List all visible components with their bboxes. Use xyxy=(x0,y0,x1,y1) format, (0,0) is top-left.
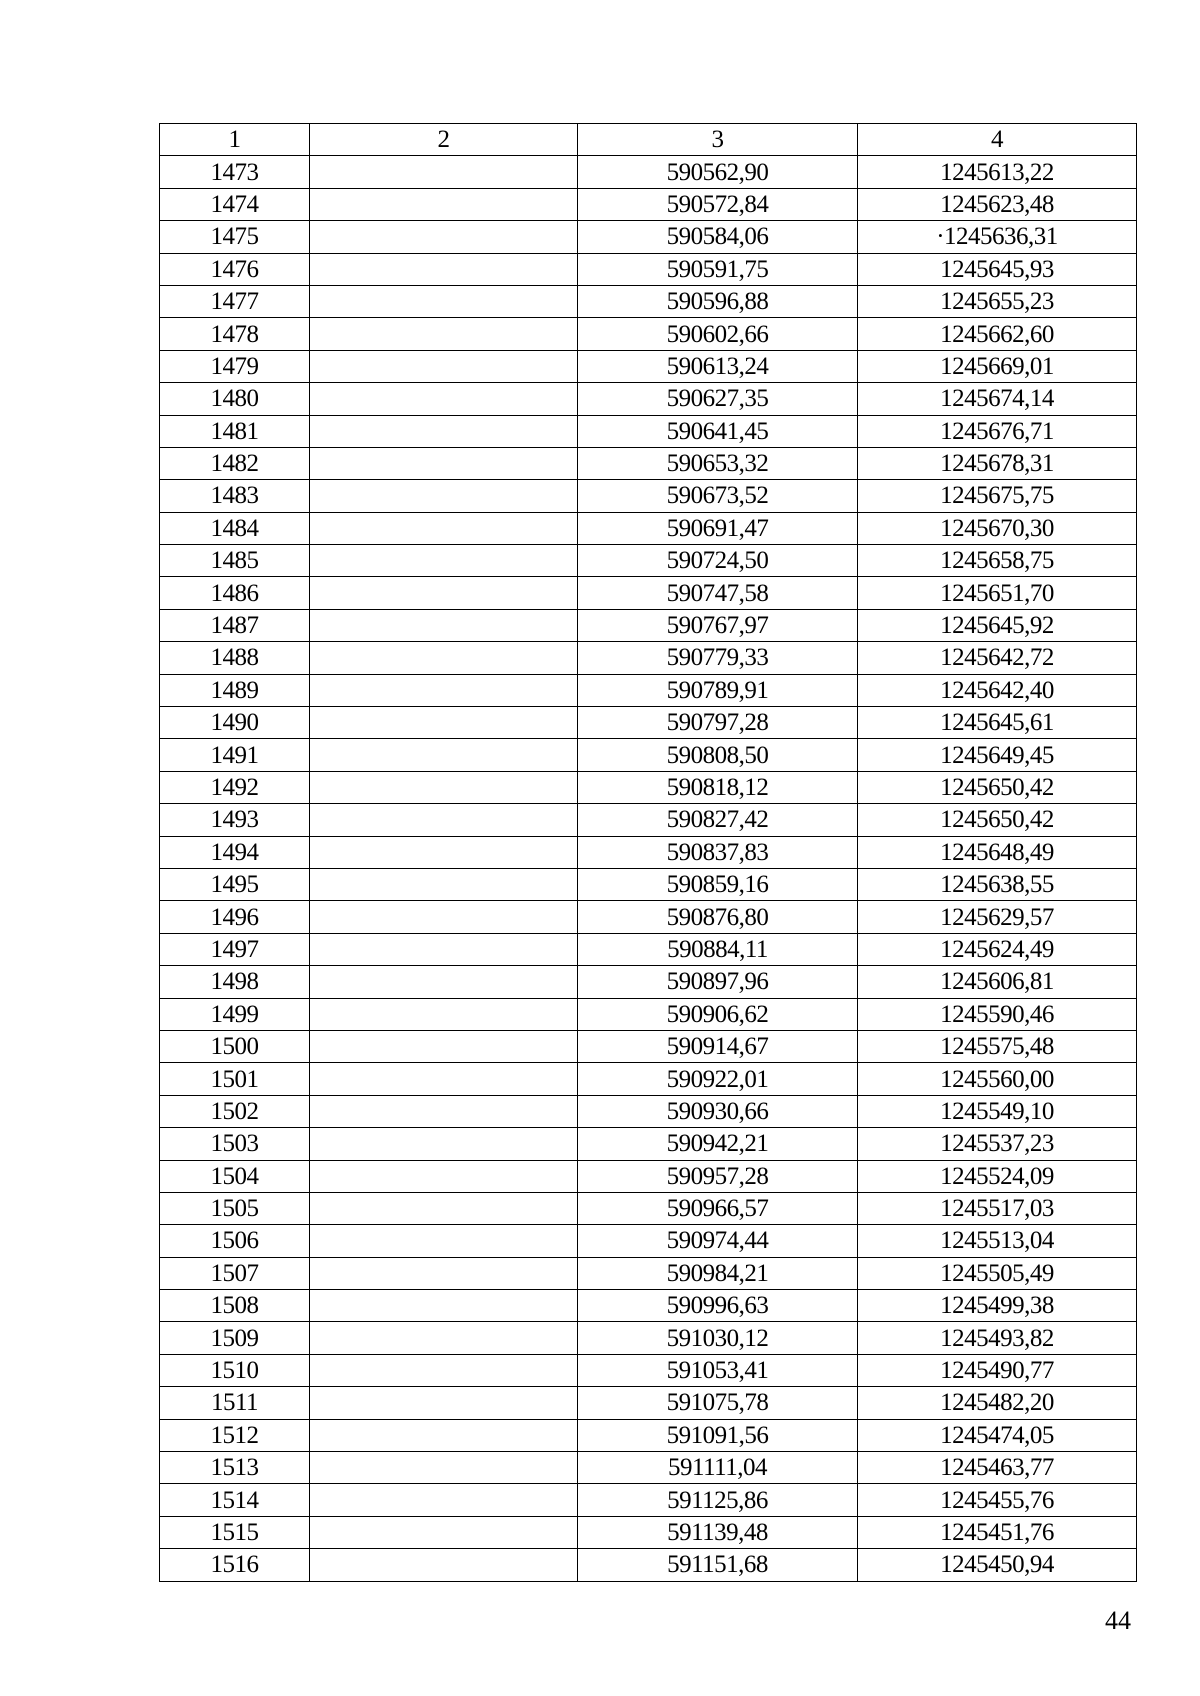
table-row xyxy=(160,868,1137,900)
x-coordinate-cell: 590942,21 xyxy=(578,1128,858,1160)
table-row xyxy=(160,1290,1137,1322)
x-coordinate-cell: 590627,35 xyxy=(578,383,858,415)
point-number-cell: 1475 xyxy=(160,221,310,253)
point-number-cell: 1513 xyxy=(160,1452,310,1484)
y-coordinate-cell: 1245517,03 xyxy=(858,1192,1137,1224)
y-coordinate-cell: 1245669,01 xyxy=(858,350,1137,382)
x-coordinate-cell: 590922,01 xyxy=(578,1063,858,1095)
y-coordinate-cell: 1245499,38 xyxy=(858,1290,1137,1322)
table-row xyxy=(160,1128,1137,1160)
y-coordinate-cell: 1245650,42 xyxy=(858,804,1137,836)
point-number-cell: 1484 xyxy=(160,512,310,544)
point-number-cell: 1507 xyxy=(160,1257,310,1289)
table-row xyxy=(160,156,1137,188)
table-row xyxy=(160,1549,1137,1581)
table-row xyxy=(160,1387,1137,1419)
table-row xyxy=(160,1063,1137,1095)
table-row xyxy=(160,1419,1137,1451)
x-coordinate-cell: 591091,56 xyxy=(578,1419,858,1451)
description-cell xyxy=(310,1354,578,1386)
x-coordinate-cell: 590996,63 xyxy=(578,1290,858,1322)
description-cell xyxy=(310,1095,578,1127)
y-coordinate-cell: 1245455,76 xyxy=(858,1484,1137,1516)
y-coordinate-cell: 1245645,61 xyxy=(858,707,1137,739)
x-coordinate-cell: 591053,41 xyxy=(578,1354,858,1386)
description-cell xyxy=(310,642,578,674)
point-number-cell: 1512 xyxy=(160,1419,310,1451)
x-coordinate-cell: 590562,90 xyxy=(578,156,858,188)
table-row xyxy=(160,836,1137,868)
description-cell xyxy=(310,674,578,706)
description-cell xyxy=(310,1516,578,1548)
point-number-cell: 1492 xyxy=(160,771,310,803)
point-number-cell: 1487 xyxy=(160,609,310,641)
description-cell xyxy=(310,998,578,1030)
y-coordinate-cell: 1245549,10 xyxy=(858,1095,1137,1127)
point-number-cell: 1511 xyxy=(160,1387,310,1419)
y-coordinate-cell: 1245490,77 xyxy=(858,1354,1137,1386)
description-cell xyxy=(310,577,578,609)
table-row xyxy=(160,933,1137,965)
description-cell xyxy=(310,1322,578,1354)
x-coordinate-cell: 590602,66 xyxy=(578,318,858,350)
table-row xyxy=(160,447,1137,479)
y-coordinate-cell: 1245649,45 xyxy=(858,739,1137,771)
x-coordinate-cell: 590974,44 xyxy=(578,1225,858,1257)
table-row xyxy=(160,707,1137,739)
description-cell xyxy=(310,609,578,641)
point-number-cell: 1479 xyxy=(160,350,310,382)
description-cell xyxy=(310,771,578,803)
table-row xyxy=(160,188,1137,220)
table-row xyxy=(160,1484,1137,1516)
table-row xyxy=(160,674,1137,706)
y-coordinate-cell: 1245606,81 xyxy=(858,966,1137,998)
y-coordinate-cell: 1245623,48 xyxy=(858,188,1137,220)
x-coordinate-cell: 590584,06 xyxy=(578,221,858,253)
description-cell xyxy=(310,868,578,900)
y-coordinate-cell: 1245463,77 xyxy=(858,1452,1137,1484)
x-coordinate-cell: 590767,97 xyxy=(578,609,858,641)
y-coordinate-cell: 1245651,70 xyxy=(858,577,1137,609)
description-cell xyxy=(310,350,578,382)
table-row xyxy=(160,415,1137,447)
point-number-cell: 1488 xyxy=(160,642,310,674)
table-row xyxy=(160,1516,1137,1548)
y-coordinate-cell: 1245624,49 xyxy=(858,933,1137,965)
header-cell-4: 4 xyxy=(858,124,1137,156)
description-cell xyxy=(310,836,578,868)
x-coordinate-cell: 590859,16 xyxy=(578,868,858,900)
y-coordinate-cell: 1245642,72 xyxy=(858,642,1137,674)
table-row xyxy=(160,642,1137,674)
table-row xyxy=(160,253,1137,285)
description-cell xyxy=(310,1257,578,1289)
point-number-cell: 1510 xyxy=(160,1354,310,1386)
table-body xyxy=(160,156,1137,1581)
x-coordinate-cell: 590747,58 xyxy=(578,577,858,609)
x-coordinate-cell: 590897,96 xyxy=(578,966,858,998)
table-row xyxy=(160,771,1137,803)
description-cell xyxy=(310,285,578,317)
y-coordinate-cell: 1245675,75 xyxy=(858,480,1137,512)
header-cell-3: 3 xyxy=(578,124,858,156)
description-cell xyxy=(310,1128,578,1160)
coordinates-table xyxy=(159,123,1137,1582)
x-coordinate-cell: 591111,04 xyxy=(578,1452,858,1484)
x-coordinate-cell: 590827,42 xyxy=(578,804,858,836)
description-cell xyxy=(310,415,578,447)
point-number-cell: 1483 xyxy=(160,480,310,512)
point-number-cell: 1500 xyxy=(160,1030,310,1062)
x-coordinate-cell: 590572,84 xyxy=(578,188,858,220)
x-coordinate-cell: 590837,83 xyxy=(578,836,858,868)
description-cell xyxy=(310,318,578,350)
description-cell xyxy=(310,383,578,415)
x-coordinate-cell: 590789,91 xyxy=(578,674,858,706)
description-cell xyxy=(310,221,578,253)
y-coordinate-cell: 1245513,04 xyxy=(858,1225,1137,1257)
description-cell xyxy=(310,1549,578,1581)
x-coordinate-cell: 590818,12 xyxy=(578,771,858,803)
description-cell xyxy=(310,447,578,479)
x-coordinate-cell: 591125,86 xyxy=(578,1484,858,1516)
point-number-cell: 1503 xyxy=(160,1128,310,1160)
description-cell xyxy=(310,1225,578,1257)
table-row xyxy=(160,1160,1137,1192)
description-cell xyxy=(310,1030,578,1062)
description-cell xyxy=(310,804,578,836)
x-coordinate-cell: 591151,68 xyxy=(578,1549,858,1581)
point-number-cell: 1489 xyxy=(160,674,310,706)
x-coordinate-cell: 590691,47 xyxy=(578,512,858,544)
x-coordinate-cell: 590808,50 xyxy=(578,739,858,771)
x-coordinate-cell: 590591,75 xyxy=(578,253,858,285)
header-cell-1: 1 xyxy=(160,124,310,156)
y-coordinate-cell: 1245629,57 xyxy=(858,901,1137,933)
y-coordinate-cell: 1245451,76 xyxy=(858,1516,1137,1548)
x-coordinate-cell: 590957,28 xyxy=(578,1160,858,1192)
x-coordinate-cell: 590876,80 xyxy=(578,901,858,933)
x-coordinate-cell: 591139,48 xyxy=(578,1516,858,1548)
table-row xyxy=(160,221,1137,253)
description-cell xyxy=(310,1192,578,1224)
x-coordinate-cell: 590641,45 xyxy=(578,415,858,447)
y-coordinate-cell: 1245505,49 xyxy=(858,1257,1137,1289)
point-number-cell: 1473 xyxy=(160,156,310,188)
x-coordinate-cell: 590653,32 xyxy=(578,447,858,479)
point-number-cell: 1480 xyxy=(160,383,310,415)
description-cell xyxy=(310,707,578,739)
table-row xyxy=(160,1354,1137,1386)
description-cell xyxy=(310,1160,578,1192)
y-coordinate-cell: 1245678,31 xyxy=(858,447,1137,479)
y-coordinate-cell: 1245575,48 xyxy=(858,1030,1137,1062)
y-coordinate-cell: 1245674,14 xyxy=(858,383,1137,415)
y-coordinate-cell: 1245450,94 xyxy=(858,1549,1137,1581)
point-number-cell: 1491 xyxy=(160,739,310,771)
point-number-cell: 1514 xyxy=(160,1484,310,1516)
y-coordinate-cell: 1245537,23 xyxy=(858,1128,1137,1160)
x-coordinate-cell: 590966,57 xyxy=(578,1192,858,1224)
table-row xyxy=(160,383,1137,415)
table-row xyxy=(160,1095,1137,1127)
x-coordinate-cell: 590914,67 xyxy=(578,1030,858,1062)
point-number-cell: 1485 xyxy=(160,545,310,577)
description-cell xyxy=(310,156,578,188)
description-cell xyxy=(310,188,578,220)
x-coordinate-cell: 590673,52 xyxy=(578,480,858,512)
x-coordinate-cell: 590884,11 xyxy=(578,933,858,965)
description-cell xyxy=(310,1452,578,1484)
table-row xyxy=(160,1452,1137,1484)
description-cell xyxy=(310,253,578,285)
description-cell xyxy=(310,966,578,998)
description-cell xyxy=(310,739,578,771)
x-coordinate-cell: 590724,50 xyxy=(578,545,858,577)
description-cell xyxy=(310,933,578,965)
point-number-cell: 1506 xyxy=(160,1225,310,1257)
header-row xyxy=(160,124,1137,156)
x-coordinate-cell: 590984,21 xyxy=(578,1257,858,1289)
table-row xyxy=(160,1257,1137,1289)
table-row xyxy=(160,350,1137,382)
x-coordinate-cell: 590596,88 xyxy=(578,285,858,317)
y-coordinate-cell: 1245642,40 xyxy=(858,674,1137,706)
x-coordinate-cell: 590779,33 xyxy=(578,642,858,674)
point-number-cell: 1495 xyxy=(160,868,310,900)
description-cell xyxy=(310,1484,578,1516)
point-number-cell: 1476 xyxy=(160,253,310,285)
x-coordinate-cell: 590797,28 xyxy=(578,707,858,739)
y-coordinate-cell: 1245670,30 xyxy=(858,512,1137,544)
y-coordinate-cell: 1245638,55 xyxy=(858,868,1137,900)
table-row xyxy=(160,609,1137,641)
description-cell xyxy=(310,1419,578,1451)
table-row xyxy=(160,1322,1137,1354)
y-coordinate-cell: 1245658,75 xyxy=(858,545,1137,577)
table-row xyxy=(160,480,1137,512)
table-row xyxy=(160,1030,1137,1062)
x-coordinate-cell: 590930,66 xyxy=(578,1095,858,1127)
y-coordinate-cell: 1245524,09 xyxy=(858,1160,1137,1192)
description-cell xyxy=(310,1387,578,1419)
x-coordinate-cell: 590906,62 xyxy=(578,998,858,1030)
point-number-cell: 1502 xyxy=(160,1095,310,1127)
table-row xyxy=(160,577,1137,609)
point-number-cell: 1478 xyxy=(160,318,310,350)
y-coordinate-cell: 1245655,23 xyxy=(858,285,1137,317)
description-cell xyxy=(310,480,578,512)
description-cell xyxy=(310,1290,578,1322)
table-row xyxy=(160,804,1137,836)
point-number-cell: 1496 xyxy=(160,901,310,933)
table-row xyxy=(160,545,1137,577)
y-coordinate-cell: 1245590,46 xyxy=(858,998,1137,1030)
table-row xyxy=(160,1192,1137,1224)
y-coordinate-cell: 1245662,60 xyxy=(858,318,1137,350)
y-coordinate-cell: 1245645,93 xyxy=(858,253,1137,285)
table-row xyxy=(160,966,1137,998)
y-coordinate-cell: 1245493,82 xyxy=(858,1322,1137,1354)
point-number-cell: 1516 xyxy=(160,1549,310,1581)
y-coordinate-cell: 1245650,42 xyxy=(858,771,1137,803)
point-number-cell: 1505 xyxy=(160,1192,310,1224)
y-coordinate-cell: 1245648,49 xyxy=(858,836,1137,868)
point-number-cell: 1486 xyxy=(160,577,310,609)
point-number-cell: 1508 xyxy=(160,1290,310,1322)
y-coordinate-cell: ·1245636,31 xyxy=(858,221,1137,253)
x-coordinate-cell: 591075,78 xyxy=(578,1387,858,1419)
point-number-cell: 1481 xyxy=(160,415,310,447)
header-cell-2: 2 xyxy=(310,124,578,156)
y-coordinate-cell: 1245645,92 xyxy=(858,609,1137,641)
point-number-cell: 1499 xyxy=(160,998,310,1030)
y-coordinate-cell: 1245676,71 xyxy=(858,415,1137,447)
table-header xyxy=(160,124,1137,156)
x-coordinate-cell: 591030,12 xyxy=(578,1322,858,1354)
y-coordinate-cell: 1245613,22 xyxy=(858,156,1137,188)
table-row xyxy=(160,1225,1137,1257)
table-row xyxy=(160,739,1137,771)
y-coordinate-cell: 1245482,20 xyxy=(858,1387,1137,1419)
table-row xyxy=(160,998,1137,1030)
table-row xyxy=(160,285,1137,317)
table-row xyxy=(160,318,1137,350)
table-row xyxy=(160,901,1137,933)
point-number-cell: 1482 xyxy=(160,447,310,479)
point-number-cell: 1490 xyxy=(160,707,310,739)
description-cell xyxy=(310,545,578,577)
page-number: 44 xyxy=(1105,1606,1131,1635)
description-cell xyxy=(310,512,578,544)
point-number-cell: 1498 xyxy=(160,966,310,998)
y-coordinate-cell: 1245560,00 xyxy=(858,1063,1137,1095)
x-coordinate-cell: 590613,24 xyxy=(578,350,858,382)
point-number-cell: 1504 xyxy=(160,1160,310,1192)
point-number-cell: 1474 xyxy=(160,188,310,220)
y-coordinate-cell: 1245474,05 xyxy=(858,1419,1137,1451)
point-number-cell: 1493 xyxy=(160,804,310,836)
point-number-cell: 1501 xyxy=(160,1063,310,1095)
description-cell xyxy=(310,901,578,933)
table-row xyxy=(160,512,1137,544)
point-number-cell: 1494 xyxy=(160,836,310,868)
description-cell xyxy=(310,1063,578,1095)
point-number-cell: 1477 xyxy=(160,285,310,317)
point-number-cell: 1497 xyxy=(160,933,310,965)
point-number-cell: 1509 xyxy=(160,1322,310,1354)
point-number-cell: 1515 xyxy=(160,1516,310,1548)
